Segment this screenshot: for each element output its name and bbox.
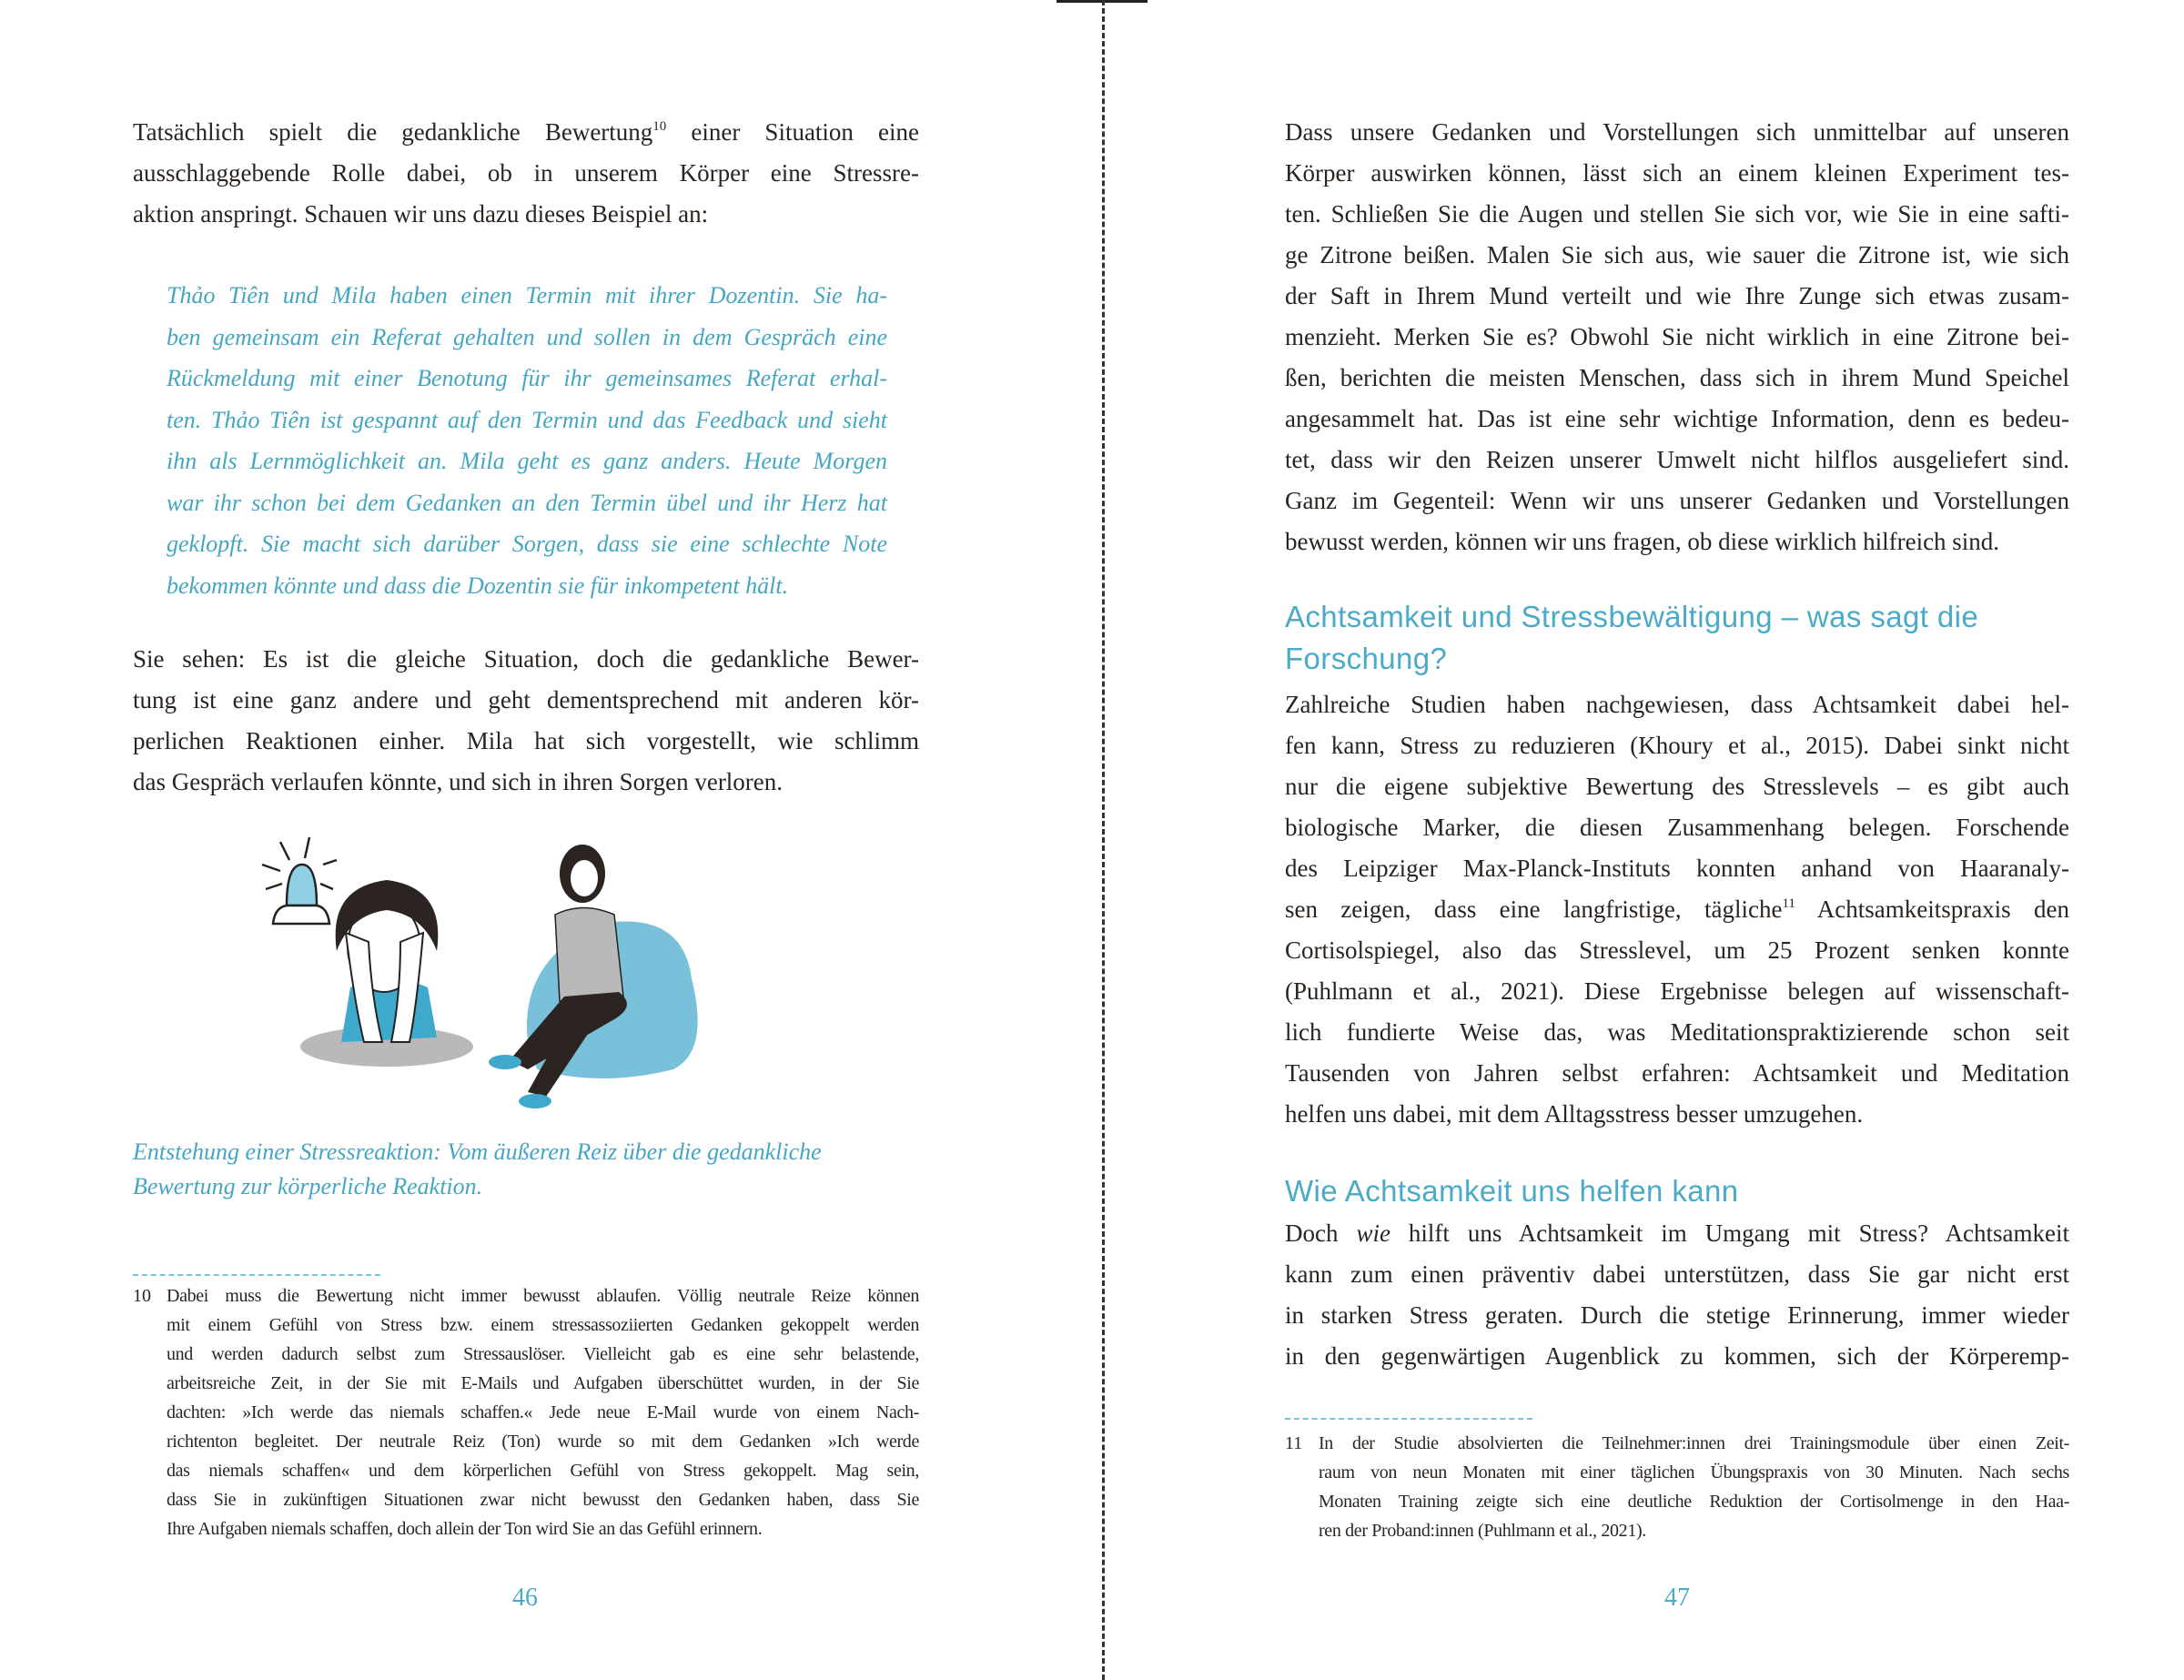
footnote-text xyxy=(167,1281,919,1543)
stressed-person xyxy=(300,880,473,1067)
footnote-reference: 10 xyxy=(652,119,667,134)
paragraph-research xyxy=(1285,684,2069,1135)
text-line: in starken Stress geraten. Durch die stetige Erinnerung, immer wieder xyxy=(1285,1301,2069,1329)
illustration-caption xyxy=(133,1135,919,1204)
text-line: nur die eigene subjektive Bewertung des Stresslevels – es gibt auch xyxy=(1285,773,2069,800)
text-line: aktion anspringt. Schauen wir uns dazu dieses Beispiel an: xyxy=(133,200,709,228)
text-segment: Tatsächlich spielt die gedankliche Bewertung xyxy=(133,118,653,146)
paragraph-conclusion xyxy=(133,639,919,803)
text-segment: Doch xyxy=(1285,1220,1357,1247)
text-line: dass Sie in zukünftigen Situationen zwar nicht bewusst den Gedanken haben, dass Sie xyxy=(167,1490,919,1510)
text-line: (Puhlmann et al., 2021). Diese Ergebnisse belegen auf wissenschaft- xyxy=(1285,977,2069,1005)
text-line: helfen uns dabei, mit dem Alltagsstress besser umzugehen. xyxy=(1285,1100,1864,1128)
text-line: war ihr schon bei dem Gedanken an den Termin übel und ihr Herz hat xyxy=(167,489,887,516)
text-line: angesammelt hat. Das ist eine sehr wichtige Information, denn es bedeu- xyxy=(1285,405,2069,432)
text-line: ausschlaggebende Rolle dabei, ob in unserem Körper eine Stressre- xyxy=(133,159,919,187)
text-line: das Gespräch verlaufen könnte, und sich in ihren Sorgen verloren. xyxy=(133,768,784,795)
text-line xyxy=(133,112,919,153)
text-line: des Leipziger Max-Planck-Instituts konnten anhand von Haaranaly- xyxy=(1285,855,2069,882)
text-line: tet, dass wir den Reizen unserer Umwelt nicht hilflos ausgeliefert sind. xyxy=(1285,446,2069,473)
text-line: ihn als Lernmöglichkeit an. Mila geht es ganz anders. Heute Morgen xyxy=(167,448,887,474)
text-line: kann zum einen präventiv dabei unterstützen, dass Sie gar nicht erst xyxy=(1285,1260,2069,1288)
text-line: Tausenden von Jahren selbst erfahren: Achtsamkeit und Meditation xyxy=(1285,1059,2069,1087)
section-heading-how xyxy=(1285,1170,2104,1212)
text-line xyxy=(1285,1213,2069,1254)
text-line: mit einem Gefühl von Stress bzw. einem stressassoziierten Gedanken gekoppelt werden xyxy=(167,1315,919,1335)
text-line: Bewertung zur körperliche Reaktion. xyxy=(133,1173,483,1199)
text-line: Ganz im Gegenteil: Wenn wir uns unserer Gedanken und Vorstellungen xyxy=(1285,487,2069,514)
text-line: Sie sehen: Es ist die gleiche Situation, doch die gedankliche Bewer- xyxy=(133,645,919,673)
text-line: ten. Schließen Sie die Augen und stellen Sie sich vor, wie Sie in eine safti- xyxy=(1285,200,2069,228)
text-segment: hilft uns Achtsamkeit im Umgang mit Stress? Achtsamkeit xyxy=(1390,1220,2069,1247)
text-line: tung ist eine ganz andere und geht dementsprechend mit anderen kör- xyxy=(133,686,919,713)
page-number: 46 xyxy=(512,1584,538,1612)
text-line: ßen, berichten die meisten Menschen, dass sich in ihrem Mund Speichel xyxy=(1285,364,2069,391)
page-fold-line xyxy=(1102,0,1105,1680)
text-line: das niemals schaffen« und dem körperlichen Gefühl von Stress gekoppelt. Mag sein, xyxy=(167,1461,919,1481)
text-line: Monaten Training zeigte sich eine deutliche Reduktion der Cortisolmenge in den Haa- xyxy=(1319,1492,2069,1512)
text-line: richtenton begleitet. Der neutrale Reiz (Ton) wurde so mit dem Gedanken »Ich werde xyxy=(167,1432,919,1452)
footnote-number: 11 xyxy=(1285,1433,1303,1453)
text-segment: sen zeigen, dass eine langfristige, tägliche xyxy=(1285,896,1783,923)
paragraph-experiment xyxy=(1285,112,2069,562)
text-line: geklopft. Sie macht sich darüber Sorgen, dass sie eine schlechte Note xyxy=(167,531,887,557)
text-line: fen kann, Stress zu reduzieren (Khoury et al., 2015). Dabei sinkt nicht xyxy=(1285,732,2069,759)
text-line: ge Zitrone beißen. Malen Sie sich aus, wie sauer die Zitrone ist, wie sich xyxy=(1285,241,2069,268)
text-line: Wie Achtsamkeit uns helfen kann xyxy=(1285,1174,1739,1208)
footnote-10 xyxy=(133,1281,919,1543)
text-line: Ihre Aufgaben niemals schaffen, doch allein der Ton wird Sie an das Gefühl erinnern. xyxy=(167,1519,763,1539)
text-line: Achtsamkeit und Stressbewältigung – was sagt die xyxy=(1285,600,1979,633)
text-line: Cortisolspiegel, also das Stresslevel, um 25 Prozent senken konnte xyxy=(1285,936,2069,964)
stress-illustration xyxy=(255,824,801,1124)
footnote-separator xyxy=(1285,1418,1532,1420)
text-line: Dabei muss die Bewertung nicht immer bewusst ablaufen. Völlig neutrale Reize können xyxy=(167,1286,919,1306)
text-line: dachten: »Ich werde das niemals schaffen.« Jede neue E-Mail wurde von einem Nach- xyxy=(167,1402,919,1422)
page-number: 47 xyxy=(1664,1584,1690,1612)
text-line: Entstehung einer Stressreaktion: Vom äußeren Reiz über die gedankliche xyxy=(133,1139,822,1165)
text-line: In der Studie absolvierten die Teilnehmer:innen drei Trainingsmodule über einen Zeit- xyxy=(1319,1433,2069,1453)
text-line: Thảo Tiên und Mila haben einen Termin mit ihrer Dozentin. Sie ha- xyxy=(167,282,887,309)
text-line: perlichen Reaktionen einher. Mila hat sich vorgestellt, wie schlimm xyxy=(133,727,919,754)
text-segment: Achtsamkeitspraxis den xyxy=(1795,896,2069,923)
text-line: der Saft in Ihrem Mund verteilt und wie Ihre Zunge sich etwas zusam- xyxy=(1285,282,2069,309)
footnote-reference: 11 xyxy=(1782,896,1795,911)
text-line: und werden dadurch selbst zum Stressauslöser. Vielleicht gab es eine sehr belastende, xyxy=(167,1344,919,1364)
section-heading-research xyxy=(1285,596,2104,680)
text-line: raum von neun Monaten mit einer täglichen Übungspraxis von 30 Minuten. Nach sechs xyxy=(1319,1462,2069,1483)
footnote-text xyxy=(1319,1429,2069,1545)
text-line: menzieht. Merken Sie es? Obwohl Sie nicht wirklich in eine Zitrone bei- xyxy=(1285,323,2069,350)
text-line xyxy=(1285,889,2069,930)
text-line: ben gemeinsam ein Referat gehalten und sollen in dem Gespräch eine xyxy=(167,323,887,350)
text-line: Rückmeldung mit einer Benotung für ihr gemeinsames Referat erhal- xyxy=(167,365,887,391)
text-line: ren der Proband:innen (Puhlmann et al., 2021). xyxy=(1319,1521,1646,1541)
text-line: Körper auswirken können, lässt sich an einem kleinen Experiment tes- xyxy=(1285,159,2069,187)
text-line: bewusst werden, können wir uns fragen, ob diese wirklich hilfreich sind. xyxy=(1285,528,2000,555)
emphasis: wie xyxy=(1356,1220,1390,1247)
text-line: in den gegenwärtigen Augenblick zu kommen, sich der Körperemp- xyxy=(1285,1342,2069,1370)
text-line: ten. Thảo Tiên ist gespannt auf den Termin und das Feedback und sieht xyxy=(167,406,887,433)
calm-person xyxy=(489,845,698,1108)
footnote-11 xyxy=(1285,1429,2069,1545)
paragraph-how xyxy=(1285,1213,2069,1377)
text-line: Forschung? xyxy=(1285,642,1448,675)
text-segment: einer Situation eine xyxy=(666,118,919,146)
text-line: Zahlreiche Studien haben nachgewiesen, dass Achtsamkeit dabei hel- xyxy=(1285,691,2069,718)
footnote-number: 10 xyxy=(133,1286,151,1306)
text-line: lich fundierte Weise das, was Meditationspraktizierende schon seit xyxy=(1285,1018,2069,1046)
text-line: bekommen könnte und dass die Dozentin sie für inkompetent hält. xyxy=(167,572,789,599)
text-line: biologische Marker, die diesen Zusammenhang belegen. Forschende xyxy=(1285,814,2069,841)
paragraph-intro xyxy=(133,112,919,235)
example-quote xyxy=(167,275,887,606)
text-line: arbeitsreiche Zeit, in der Sie mit E-Mails und Aufgaben überschüttet wurden, in der Sie xyxy=(167,1373,919,1393)
alarm-light-icon xyxy=(262,837,337,924)
footnote-separator xyxy=(133,1274,380,1276)
text-line: Dass unsere Gedanken und Vorstellungen sich unmittelbar auf unseren xyxy=(1285,118,2069,146)
